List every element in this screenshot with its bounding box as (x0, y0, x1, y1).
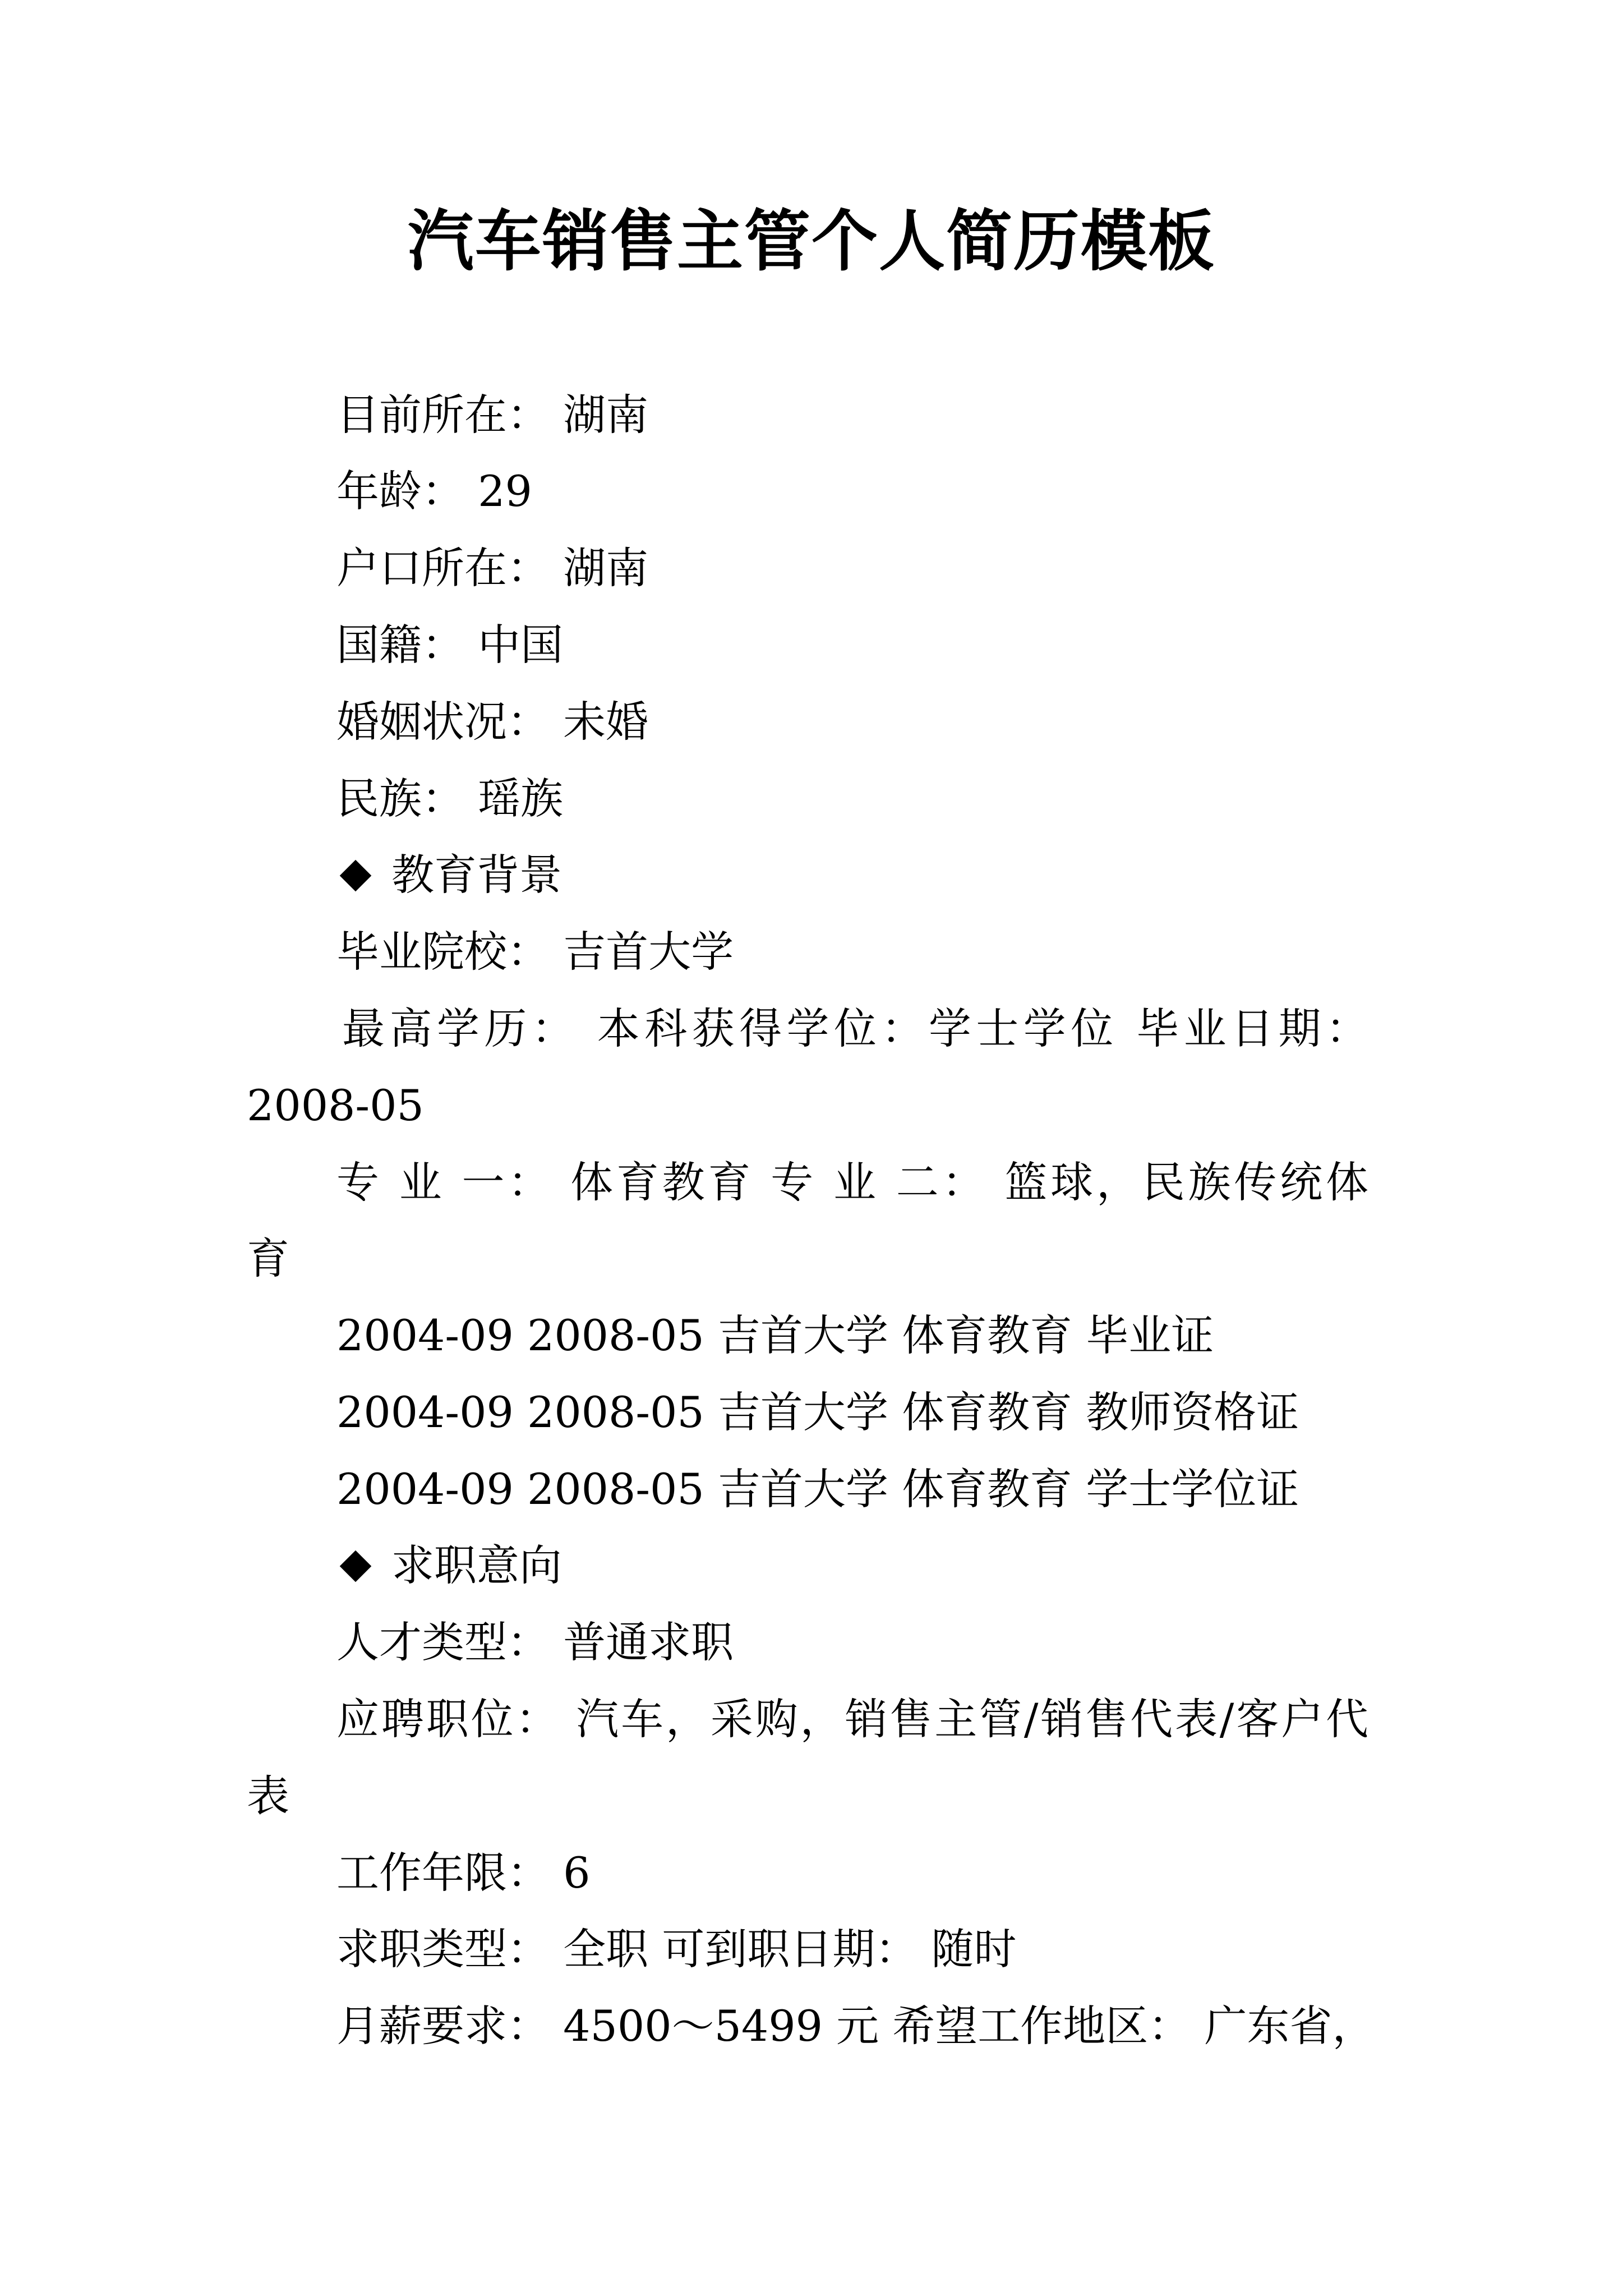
text-line-job-type: 求职类型： 全职 可到职日期： 随时 (336, 1924, 1017, 1974)
text-line-desired-position: 应聘职位： 汽车，采购，销售主管/销售代表/客户代 (336, 1694, 1368, 1744)
text-line-salary-expectation: 月薪要求： 4500～5499 元 希望工作地区： 广东省， (336, 2001, 1375, 2051)
text-line-majors: 专 业 一： 体育教育 专 业 二： 篮球，民族传统体 (336, 1157, 1368, 1207)
text-line-nationality: 国籍： 中国 (336, 620, 564, 670)
text-line-marital-status: 婚姻状况： 未婚 (336, 697, 649, 747)
text-line-desired-position-continued: 表 (247, 1771, 289, 1821)
education-record-3: 2004-09 2008-05 吉首大学 体育教育 学士学位证 (336, 1464, 1299, 1514)
education-record-2: 2004-09 2008-05 吉首大学 体育教育 教师资格证 (336, 1387, 1299, 1437)
section-heading-label: 求职意向 (391, 1540, 562, 1590)
text-line-talent-type: 人才类型： 普通求职 (336, 1617, 734, 1667)
text-line-years-of-experience: 工作年限： 6 (336, 1848, 591, 1898)
text-line-graduation-date: 2008-05 (247, 1080, 424, 1130)
education-record-1: 2004-09 2008-05 吉首大学 体育教育 毕业证 (336, 1310, 1214, 1360)
section-heading-label: 教育背景 (391, 850, 562, 900)
text-line-highest-degree: 最高学历： 本科获得学位：学士学位 毕业日期： (342, 1004, 1368, 1053)
section-heading-education (336, 847, 562, 903)
text-line-school: 毕业院校： 吉首大学 (336, 927, 734, 977)
text-line-age: 年龄： 29 (336, 466, 532, 516)
text-line-majors-continued: 育 (247, 1234, 289, 1283)
section-heading-job-intention (336, 1538, 562, 1594)
text-line-hukou: 户口所在： 湖南 (336, 543, 649, 593)
diamond-bullet-icon (340, 1550, 372, 1582)
document-title: 汽车销售主管个人简历模板 (407, 202, 1215, 280)
diamond-bullet-icon (340, 860, 372, 892)
text-line-location: 目前所在： 湖南 (336, 390, 649, 440)
text-line-ethnicity: 民族： 瑶族 (336, 774, 564, 823)
